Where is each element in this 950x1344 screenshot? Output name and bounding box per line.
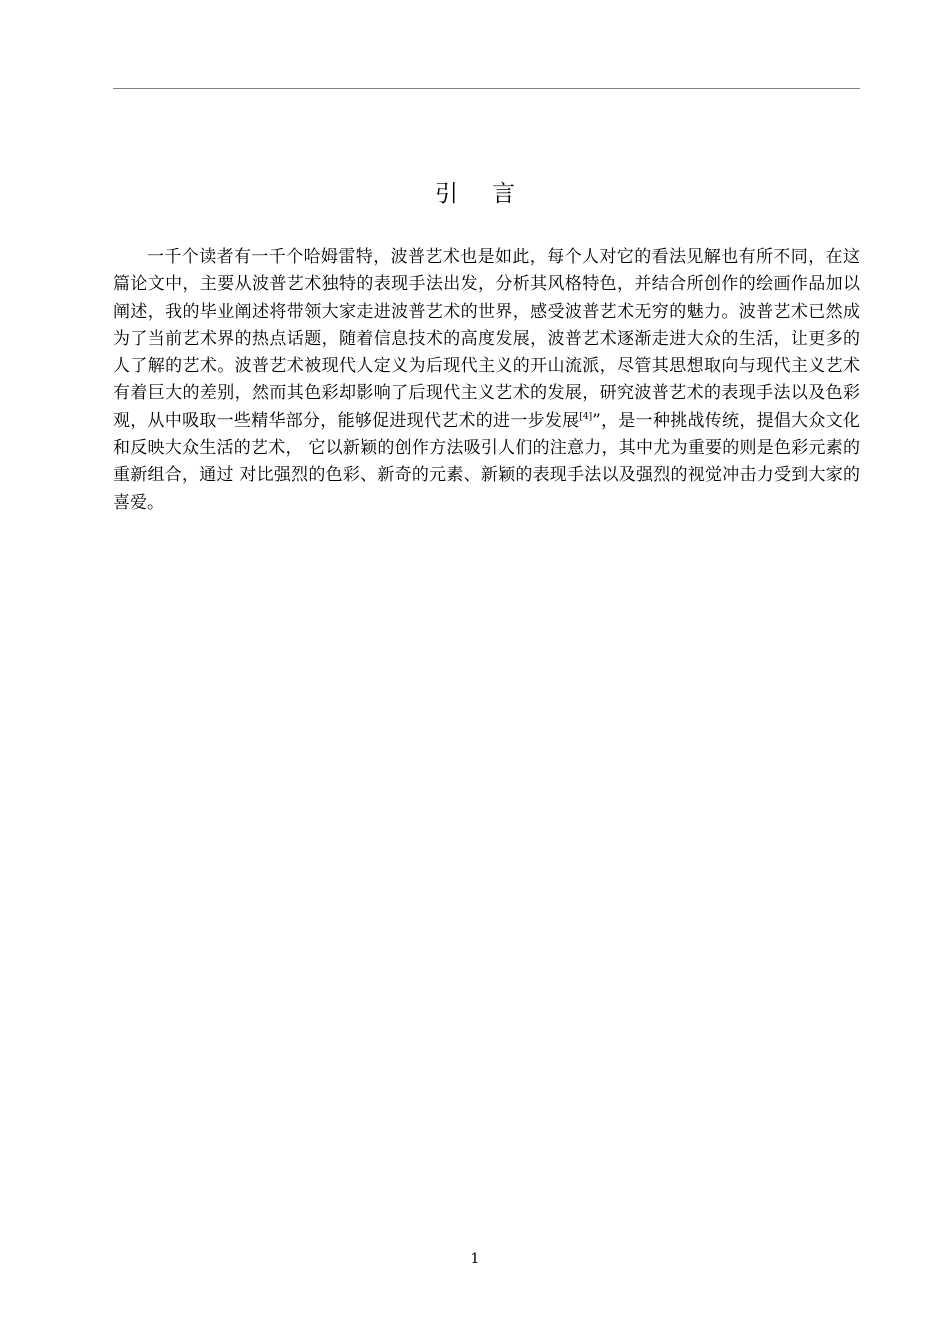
citation-reference: [4] [579, 411, 593, 422]
header-rule [113, 88, 860, 89]
paragraph-text-part-2: ”，是一种挑战传统，提倡大众文化和反映大众生活的艺术， 它以新颖的创作方法吸引人们的注意力，其中尤为重要的则是色彩元素的重新组合，通过 对比强烈的色彩、新奇的元素、新颖的表现手法以及强烈的视觉冲击力受到大家的喜爱。 [113, 410, 860, 513]
introduction-paragraph [113, 244, 860, 517]
page-number: 1 [470, 1251, 480, 1267]
paragraph-text-part-1: 一千个读者有一千个哈姆雷特，波普艺术也是如此，每个人对它的看法见解也有所不同，在这篇论文中，主要从波普艺术独特的表现手法出发，分析其风格特色，并结合所创作的绘画作品加以阐述，我的毕业阐述将带领大家走进波普艺术的世界，感受波普艺术无穷的魅力。波普艺术已然成为了当前艺术界的热点话题，随着信息技术的高度发展，波普艺术逐渐走进大众的生活，让更多的人了解的艺术。波普艺术被现代人定义为后现代主义的开山流派，尽管其思想取向与现代主义艺术有着巨大的差别，然而其色彩却影响了后现代主义艺术的发展，研究波普艺术的表现手法以及色彩观，从中吸取一些精华部分，能够促进现代艺术的进一步发展 [113, 247, 860, 431]
section-title [0, 178, 950, 210]
section-title-char-2: 言 [492, 181, 515, 207]
section-title-char-1: 引 [435, 181, 458, 207]
